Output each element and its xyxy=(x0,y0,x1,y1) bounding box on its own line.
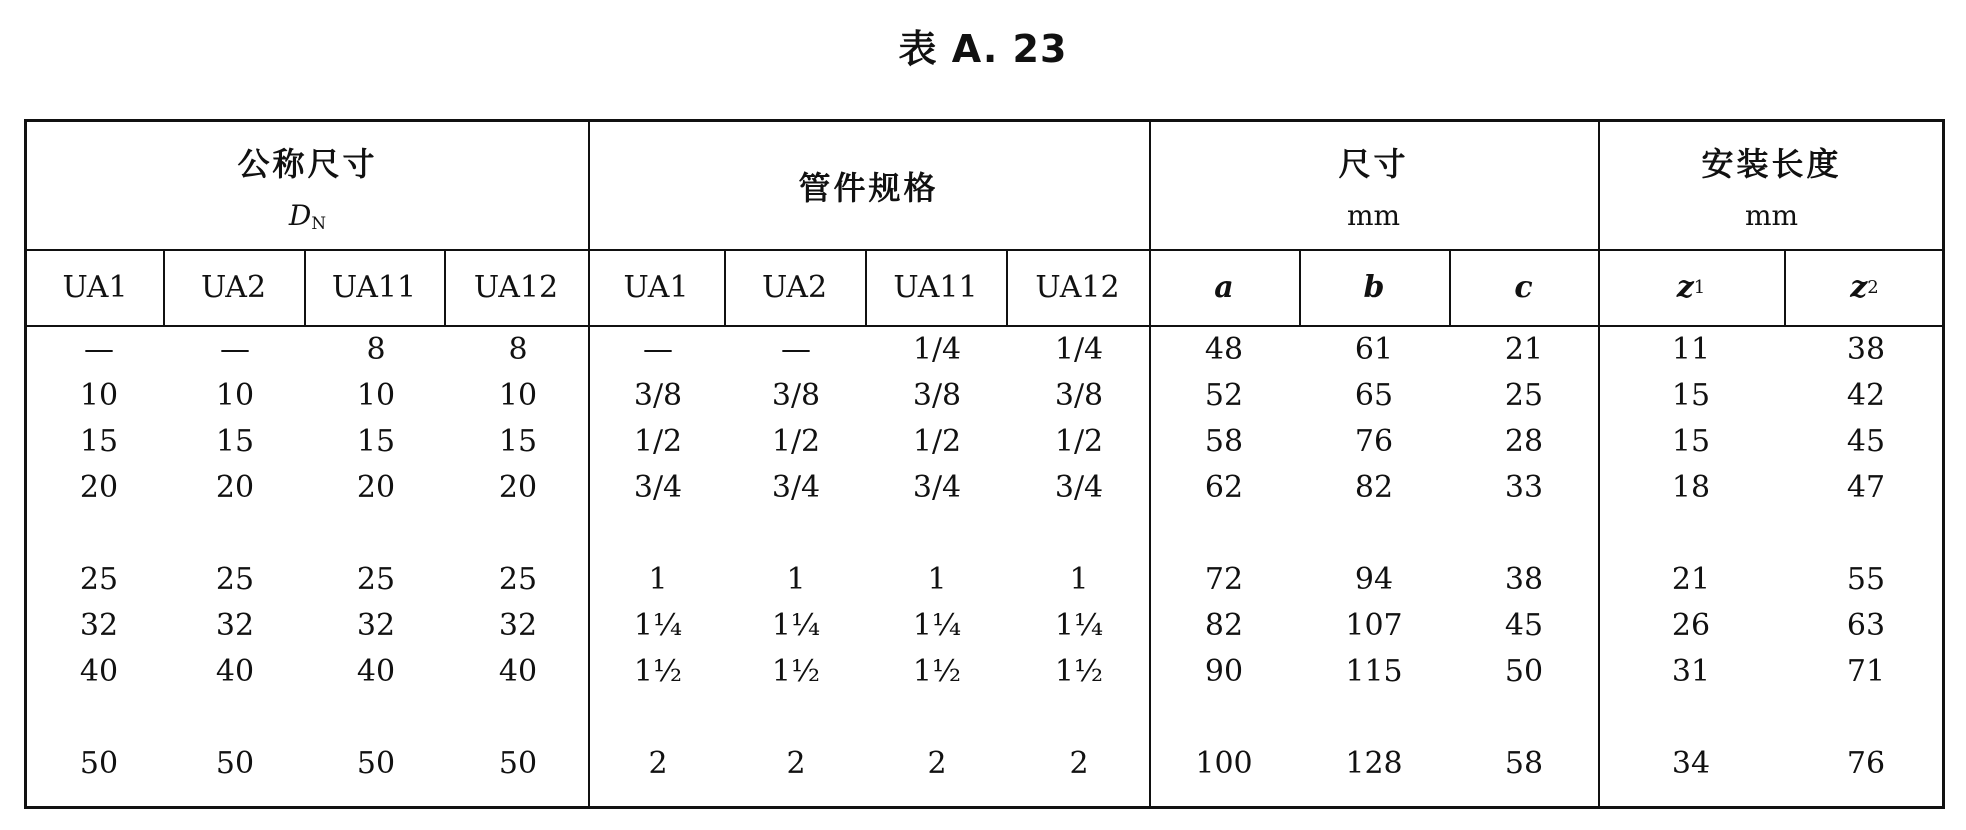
cell-z2: 38 xyxy=(1846,332,1886,367)
cell-dn-ua11: 40 xyxy=(356,654,396,689)
cell-z2: 71 xyxy=(1846,654,1886,689)
cell-z2: 63 xyxy=(1846,608,1886,643)
cell-spec-ua1: 3/4 xyxy=(633,470,683,505)
cell-dn-ua11: 20 xyxy=(356,470,396,505)
cell-dn-ua2: — xyxy=(220,332,250,367)
cell-spec-ua11: 2 xyxy=(927,746,947,781)
cell-spec-ua1: 2 xyxy=(648,746,668,781)
cell-spec-ua2: 3/4 xyxy=(771,470,821,505)
header-nominal-size-label: 公称尺寸 xyxy=(237,144,378,183)
cell-spec-ua2: — xyxy=(781,332,811,367)
header-dimensions-unit: mm xyxy=(1346,199,1401,232)
cell-spec-ua11: 3/8 xyxy=(912,378,962,413)
cell-dn-ua1: — xyxy=(84,332,114,367)
cell-dn-ua12: 50 xyxy=(498,746,538,781)
cell-z2: 45 xyxy=(1846,424,1886,459)
cell-b: 128 xyxy=(1345,746,1403,781)
cell-spec-ua1: 3/8 xyxy=(633,378,683,413)
cell-c: 38 xyxy=(1504,562,1544,597)
cell-z2: 47 xyxy=(1846,470,1886,505)
cell-dn-ua12: 32 xyxy=(498,608,538,643)
cell-spec-ua12: 1 xyxy=(1069,562,1089,597)
cell-spec-ua2: 1½ xyxy=(771,654,821,689)
cell-z2: 42 xyxy=(1846,378,1886,413)
cell-c: 50 xyxy=(1504,654,1544,689)
cell-dn-ua2: 10 xyxy=(215,378,255,413)
cell-dn-ua1: 10 xyxy=(79,378,119,413)
cell-b: 76 xyxy=(1354,424,1394,459)
cell-z1: 21 xyxy=(1671,562,1711,597)
cell-z1: 26 xyxy=(1671,608,1711,643)
cell-c: 21 xyxy=(1504,332,1544,367)
cell-spec-ua1: 1/2 xyxy=(633,424,683,459)
cell-spec-ua12: 2 xyxy=(1069,746,1089,781)
cell-a: 82 xyxy=(1204,608,1244,643)
cell-dn-ua12: 10 xyxy=(498,378,538,413)
cell-dn-ua1: 15 xyxy=(79,424,119,459)
cell-c: 33 xyxy=(1504,470,1544,505)
cell-spec-ua2: 1 xyxy=(786,562,806,597)
cell-spec-ua2: 2 xyxy=(786,746,806,781)
cell-spec-ua11: 3/4 xyxy=(912,470,962,505)
cell-spec-ua1: 1 xyxy=(648,562,668,597)
cell-spec-ua12: 1½ xyxy=(1054,654,1104,689)
cell-dn-ua2: 20 xyxy=(215,470,255,505)
cell-z1: 11 xyxy=(1671,332,1711,367)
cell-dn-ua2: 50 xyxy=(215,746,255,781)
subheader-spec-ua1: UA1 xyxy=(623,269,689,305)
header-nominal-size xyxy=(27,122,588,249)
cell-z1: 34 xyxy=(1671,746,1711,781)
cell-spec-ua11: 1/2 xyxy=(912,424,962,459)
cell-spec-ua2: 1/2 xyxy=(771,424,821,459)
cell-dn-ua1: 40 xyxy=(79,654,119,689)
subheader-a: a xyxy=(1214,269,1234,305)
header-fitting-spec xyxy=(588,122,1149,249)
subheader-spec-ua2: UA2 xyxy=(761,269,828,305)
cell-spec-ua2: 3/8 xyxy=(771,378,821,413)
cell-b: 107 xyxy=(1345,608,1403,643)
cell-dn-ua11: 50 xyxy=(356,746,396,781)
cell-z1: 15 xyxy=(1671,378,1711,413)
dimension-table xyxy=(24,119,1945,809)
subheader-dn-ua12: UA12 xyxy=(473,269,559,305)
cell-dn-ua12: 25 xyxy=(498,562,538,597)
cell-spec-ua11: 1¼ xyxy=(912,608,962,643)
cell-z1: 31 xyxy=(1671,654,1711,689)
cell-c: 28 xyxy=(1504,424,1544,459)
cell-dn-ua2: 15 xyxy=(215,424,255,459)
cell-spec-ua11: 1/4 xyxy=(912,332,962,367)
cell-dn-ua11: 10 xyxy=(356,378,396,413)
cell-dn-ua2: 25 xyxy=(215,562,255,597)
subheader-c: c xyxy=(1514,269,1533,305)
header-dimensions-label: 尺寸 xyxy=(1338,145,1409,183)
cell-z1: 15 xyxy=(1671,424,1711,459)
cell-z2: 55 xyxy=(1846,562,1886,597)
header-install-length xyxy=(1598,122,1945,249)
table-title: 表 A. 23 xyxy=(898,27,1068,71)
cell-dn-ua1: 20 xyxy=(79,470,119,505)
cell-z1: 18 xyxy=(1671,470,1711,505)
subheader-z2: z 2 xyxy=(1850,269,1879,305)
cell-b: 115 xyxy=(1345,654,1403,689)
cell-spec-ua1: 1¼ xyxy=(633,608,683,643)
cell-dn-ua2: 40 xyxy=(215,654,255,689)
subheader-dn-ua11: UA11 xyxy=(331,269,417,305)
cell-dn-ua11: 15 xyxy=(356,424,396,459)
header-nominal-size-symbol: $D_N$ xyxy=(288,198,327,233)
cell-b: 82 xyxy=(1354,470,1394,505)
subheader-spec-ua11: UA11 xyxy=(893,269,978,305)
cell-a: 100 xyxy=(1195,746,1253,781)
cell-spec-ua1: — xyxy=(643,332,673,367)
cell-dn-ua12: 8 xyxy=(508,332,528,367)
cell-dn-ua2: 32 xyxy=(215,608,255,643)
subheader-dn-ua1: UA1 xyxy=(62,269,128,305)
header-install-length-label: 安装长度 xyxy=(1701,145,1842,183)
subheader-divider xyxy=(27,325,1942,327)
cell-c: 58 xyxy=(1504,746,1544,781)
cell-a: 72 xyxy=(1204,562,1244,597)
header-fitting-spec-label: 管件规格 xyxy=(798,168,939,207)
cell-spec-ua12: 1/2 xyxy=(1054,424,1104,459)
cell-dn-ua12: 40 xyxy=(498,654,538,689)
header-dimensions xyxy=(1149,122,1598,249)
cell-dn-ua12: 20 xyxy=(498,470,538,505)
cell-a: 90 xyxy=(1204,654,1244,689)
cell-spec-ua12: 3/4 xyxy=(1054,470,1104,505)
cell-spec-ua2: 1¼ xyxy=(771,608,821,643)
cell-spec-ua11: 1 xyxy=(927,562,947,597)
cell-b: 65 xyxy=(1354,378,1394,413)
cell-spec-ua12: 3/8 xyxy=(1054,378,1104,413)
cell-c: 45 xyxy=(1504,608,1544,643)
cell-spec-ua11: 1½ xyxy=(912,654,962,689)
cell-dn-ua11: 32 xyxy=(356,608,396,643)
cell-b: 61 xyxy=(1354,332,1394,367)
cell-dn-ua1: 50 xyxy=(79,746,119,781)
cell-dn-ua11: 8 xyxy=(366,332,386,367)
cell-b: 94 xyxy=(1354,562,1394,597)
cell-dn-ua12: 15 xyxy=(498,424,538,459)
cell-a: 58 xyxy=(1204,424,1244,459)
subheader-dn-ua2: UA2 xyxy=(200,269,267,305)
cell-spec-ua12: 1¼ xyxy=(1054,608,1104,643)
cell-dn-ua1: 25 xyxy=(79,562,119,597)
cell-z2: 76 xyxy=(1846,746,1886,781)
header-install-length-unit: mm xyxy=(1744,199,1799,232)
cell-a: 62 xyxy=(1204,470,1244,505)
cell-spec-ua1: 1½ xyxy=(633,654,683,689)
cell-dn-ua1: 32 xyxy=(79,608,119,643)
cell-spec-ua12: 1/4 xyxy=(1054,332,1104,367)
cell-a: 52 xyxy=(1204,378,1244,413)
cell-dn-ua11: 25 xyxy=(356,562,396,597)
cell-a: 48 xyxy=(1204,332,1244,367)
cell-c: 25 xyxy=(1504,378,1544,413)
subheader-spec-ua12: UA12 xyxy=(1035,269,1120,305)
subheader-z1: z 1 xyxy=(1676,269,1706,305)
subheader-b: b xyxy=(1363,269,1385,305)
